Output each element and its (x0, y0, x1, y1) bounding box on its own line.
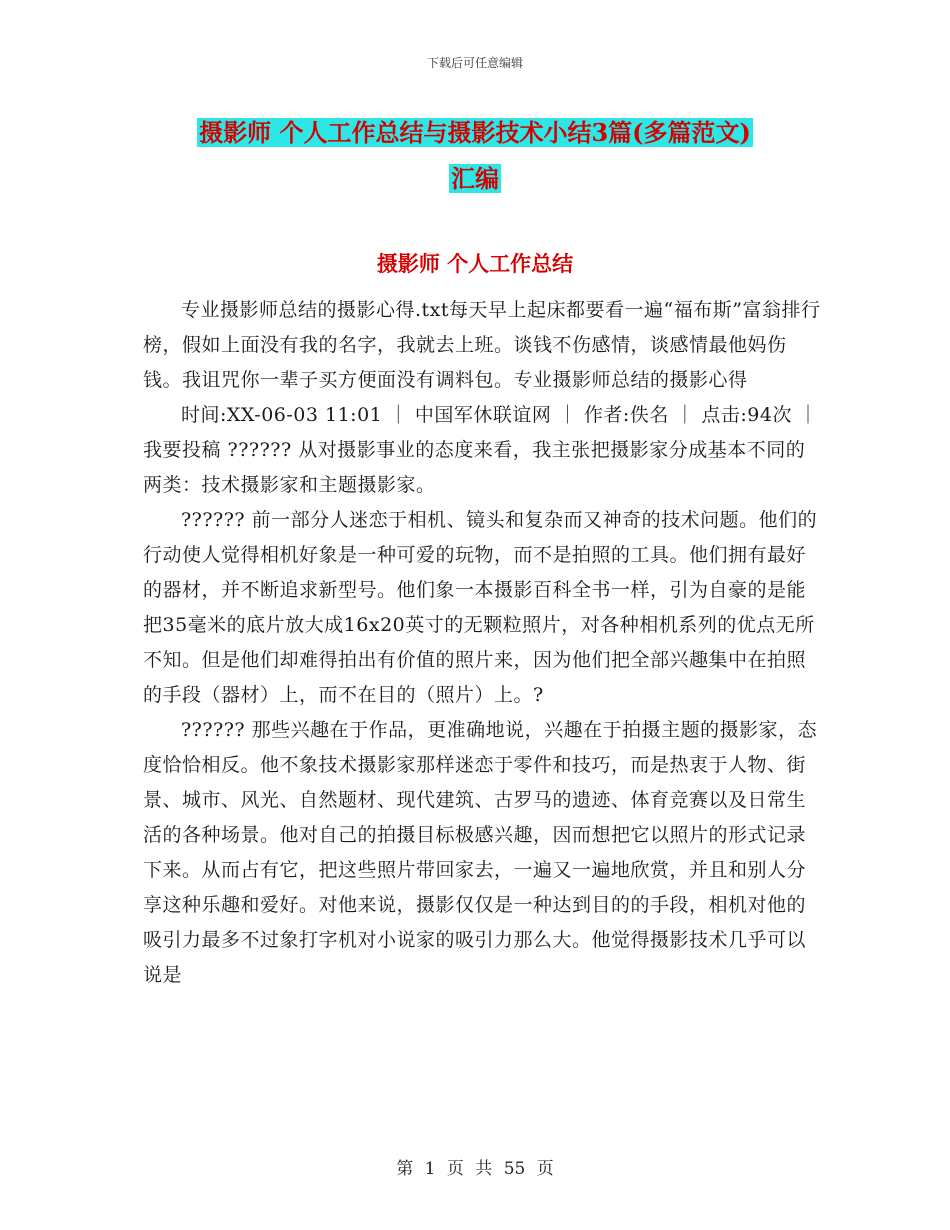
title-line-2: 汇编 (451, 164, 499, 193)
section-title: 摄影师 个人工作总结 (376, 251, 574, 276)
page-number: 第 1 页 共 55 页 (396, 1159, 554, 1179)
document-body (143, 293, 823, 993)
paragraph: 时间:XX-06-03 11:01 ｜ 中国军休联谊网 ｜ 作者:佚名 ｜ 点击:94次 ｜ 我要投稿 ?????? 从对摄影事业的态度来看，我主张把摄影家分成基本不同的两类：技术摄影家和主题摄影家。 (143, 404, 819, 496)
document-title (0, 110, 950, 202)
paragraph: 专业摄影师总结的摄影心得.txt每天早上起床都要看一遍“福布斯”富翁排行榜，假如上面没有我的名字，我就去上班。谈钱不伤感情，谈感情最他妈伤钱。我诅咒你一辈子买方便面没有调料包。专业摄影师总结的摄影心得 (143, 299, 821, 391)
title-line-1: 摄影师 个人工作总结与摄影技术小结3篇(多篇范文) (199, 118, 751, 147)
header-note: 下载后可任意编辑 (426, 56, 523, 70)
paragraph: ?????? 那些兴趣在于作品，更准确地说，兴趣在于拍摄主题的摄影家，态度恰恰相反。他不象技术摄影家那样迷恋于零件和技巧，而是热衷于人物、街景、城市、风光、自然题材、现代建筑、古罗马的遗迹、体育竞赛以及日常生活的各种场景。他对自己的拍摄目标极感兴趣，因而想把它以照片的形式记录下来。从而占有它，把这些照片带回家去，一遍又一遍地欣赏，并且和别人分享这种乐趣和爱好。对他来说，摄影仅仅是一种达到目的的手段，相机对他的吸引力最多不过象打字机对小说家的吸引力那么大。他觉得摄影技术几乎可以说是 (143, 719, 818, 986)
paragraph: ?????? 前一部分人迷恋于相机、镜头和复杂而又神奇的技术问题。他们的行动使人觉得相机好象是一种可爱的玩物，而不是拍照的工具。他们拥有最好的器材，并不断追求新型号。他们象一本摄影百科全书一样，引为自豪的是能把35毫米的底片放大成16x20英寸的无颗粒照片，对各种相机系列的优点无所不知。但是他们却难得拍出有价值的照片来，因为他们把全部兴趣集中在拍照的手段（器材）上，而不在目的（照片）上。? (143, 509, 818, 706)
